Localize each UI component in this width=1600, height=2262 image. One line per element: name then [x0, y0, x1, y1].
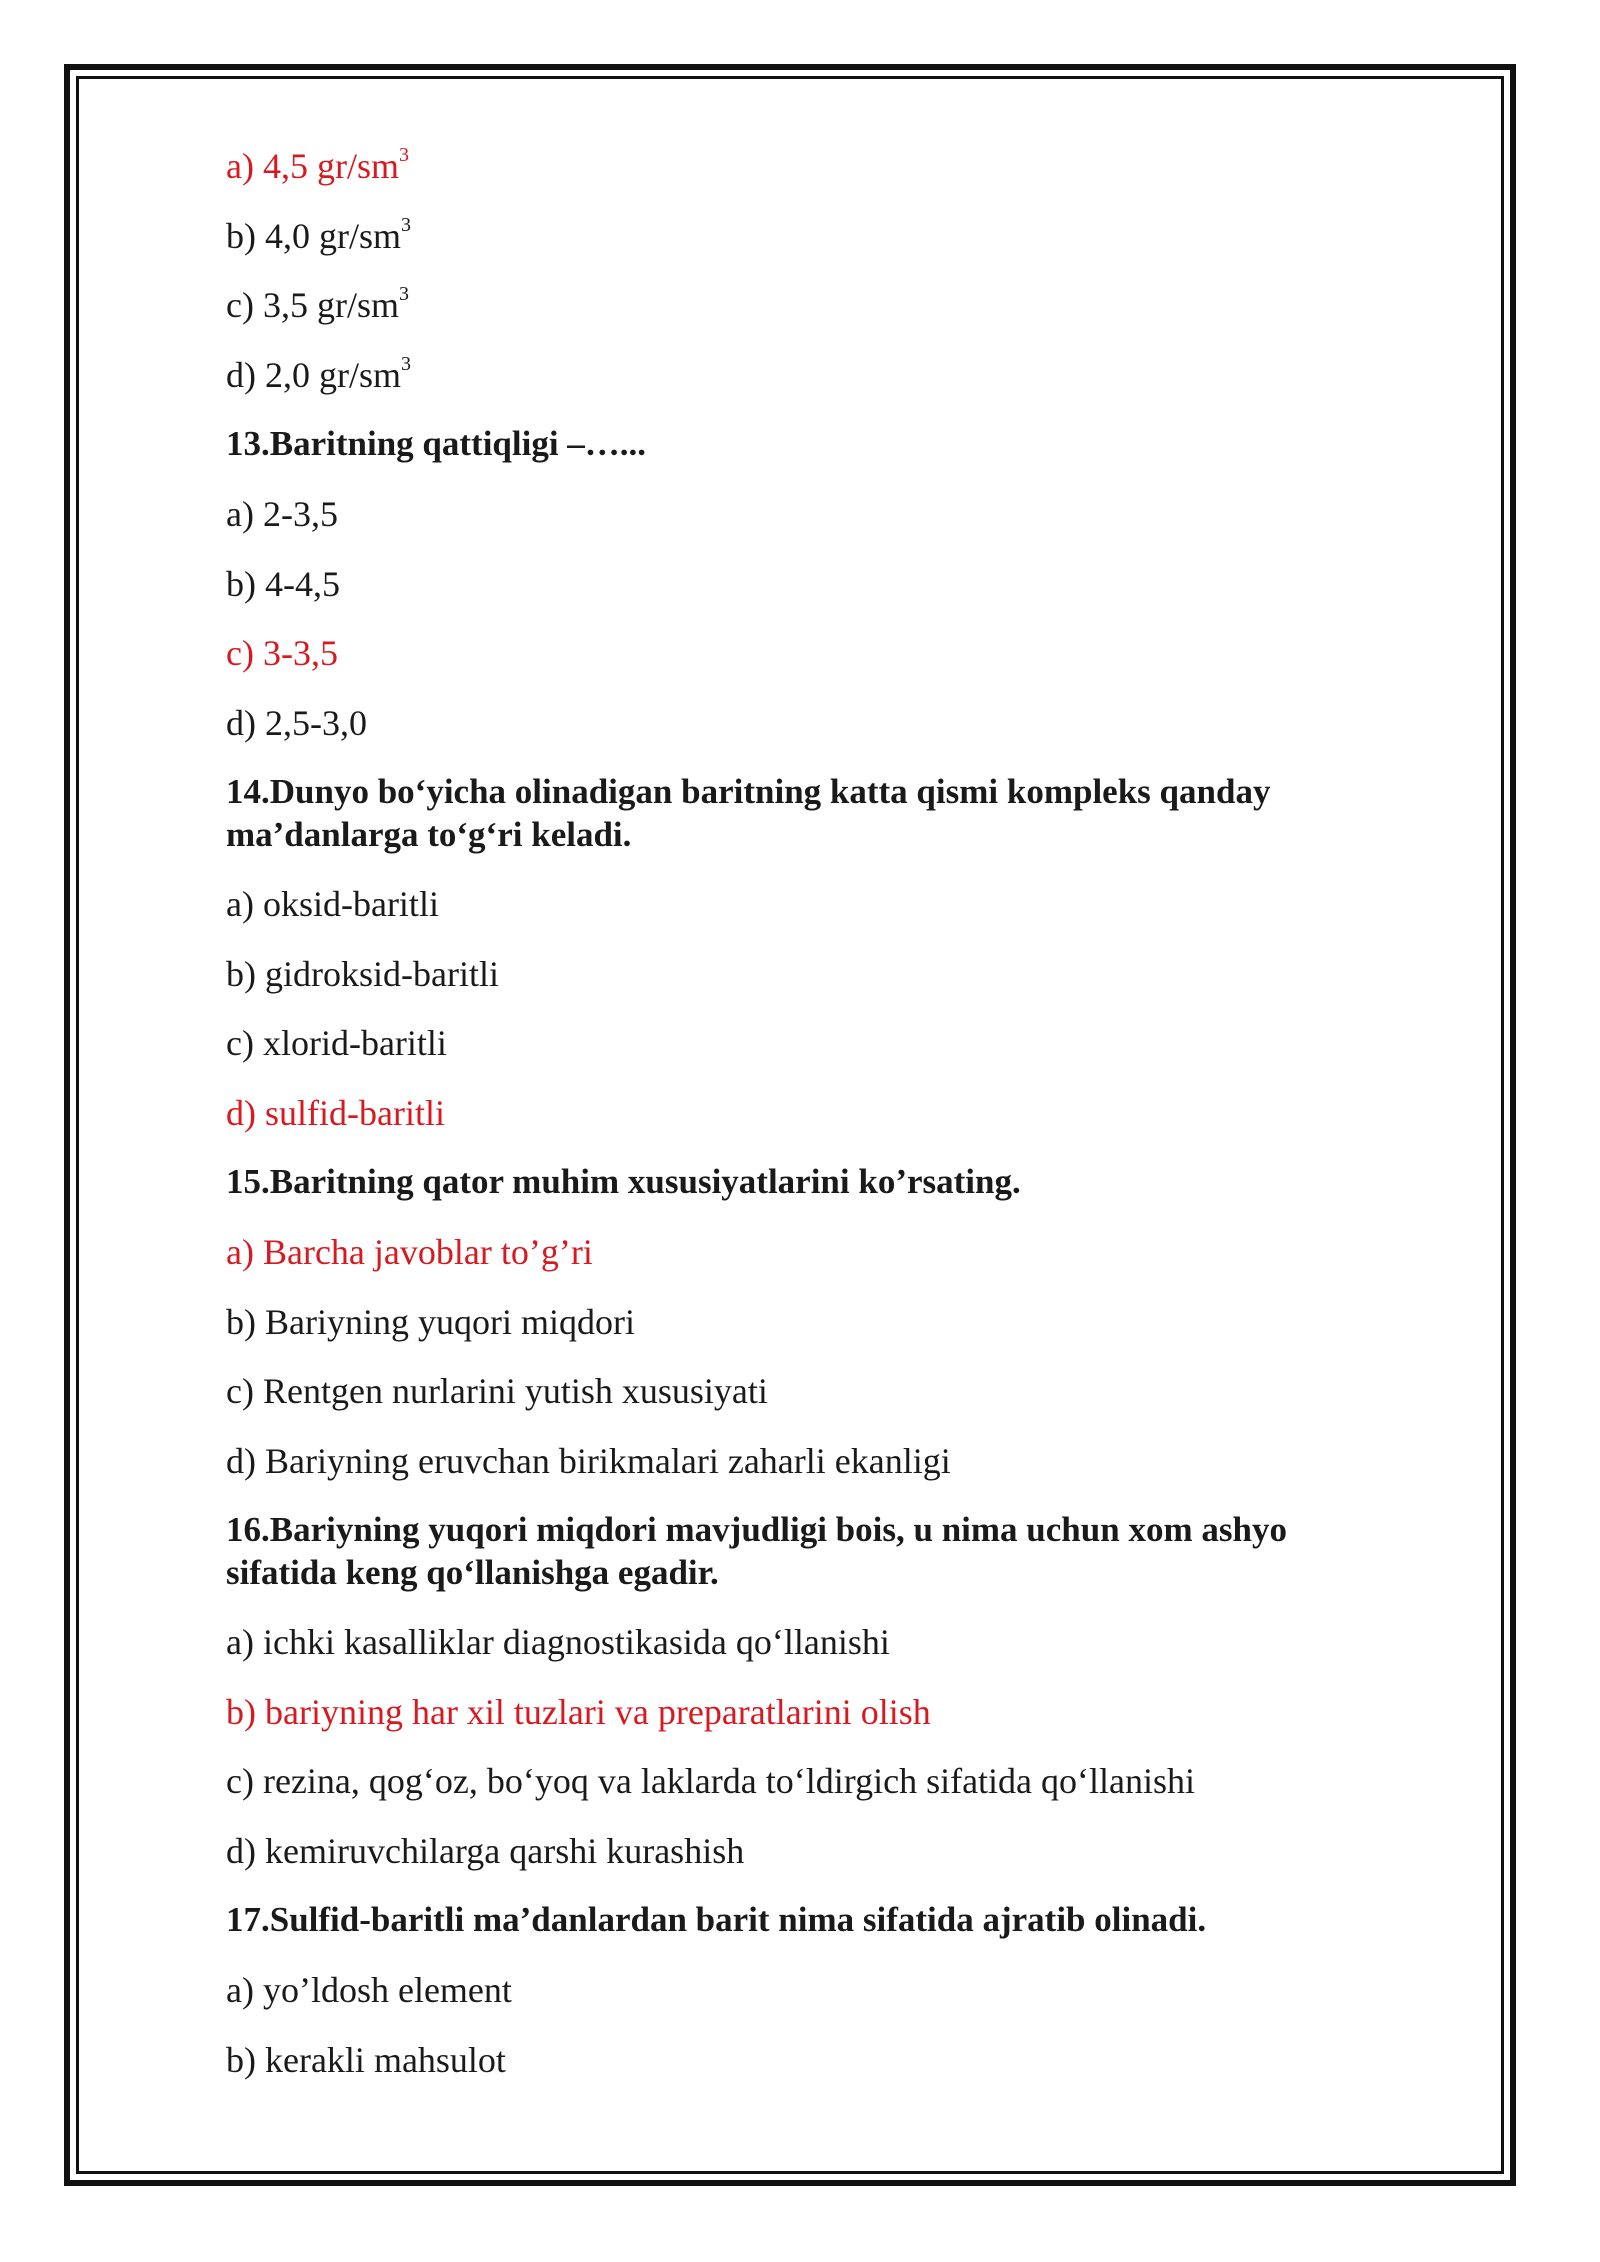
q13-question: 13.Baritning qattiqligi –…...: [226, 424, 647, 463]
q12-option-b: b) 4,0 $gr/sm^3$: [226, 213, 411, 256]
q17-option-a: a) yo’ldosh element: [226, 1970, 512, 2010]
q13-option-d: d) 2,5-3,0: [226, 702, 367, 743]
q17-question: 17.Sulfid-baritli ma’danlardan barit nima sifatida ajratib olinadi.: [226, 1900, 1207, 1939]
q12-option-a: a) 4,5 $gr/sm^3$: [226, 144, 409, 186]
q15-option-c: c) Rentgen nurlarini yutish xususiyati: [226, 1371, 768, 1411]
q16-question: 16.Bariyning yuqori miqdori mavjudligi bois, u nima uchun xom ashyo sifatida keng qo‘llanishga egadir.: [226, 1510, 1287, 1592]
q14-option-a: a) oksid-baritli: [226, 884, 439, 924]
q12-option-d: d) 2,0 $gr/sm^3$: [226, 352, 411, 395]
q15-option-d: d) Bariyning eruvchan birikmalari zaharli ekanligi: [226, 1440, 951, 1481]
q15-option-a: a) Barcha javoblar to’g’ri: [226, 1232, 593, 1272]
q13-option-c: c) 3-3,5: [226, 633, 338, 673]
q14-option-b: b) gidroksid-baritli: [226, 953, 499, 994]
q16-option-d: d) kemiruvchilarga qarshi kurashish: [226, 1830, 745, 1871]
q16-option-c: c) rezina, qog‘oz, bo‘yoq va laklarda to‘ldirgich sifatida qo‘llanishi: [226, 1761, 1196, 1801]
q17-option-b: b) kerakli mahsulot: [226, 2039, 506, 2080]
q14-question: 14.Dunyo bo‘yicha olinadigan baritning katta qismi kompleks qanday ma’danlarga to‘g‘ri keladi.: [226, 772, 1271, 854]
test-questions: [226, 144, 1386, 2107]
q14-option-c: c) xlorid-baritli: [226, 1023, 447, 1063]
q16-option-b: b) bariyning har xil tuzlari va preparatlarini olish: [226, 1691, 931, 1732]
q15-option-b: b) Bariyning yuqori miqdori: [226, 1301, 635, 1342]
q14-option-d: d) sulfid-baritli: [226, 1092, 445, 1133]
q13-option-b: b) 4-4,5: [226, 563, 340, 604]
q12-option-c: c) 3,5 $gr/sm^3$: [226, 283, 409, 325]
q16-option-a: a) ichki kasalliklar diagnostikasida qo‘llanishi: [226, 1622, 890, 1662]
q15-question: 15.Baritning qator muhim xususiyatlarini ko’rsating.: [226, 1162, 1021, 1201]
q13-option-a: a) 2-3,5: [226, 494, 338, 534]
